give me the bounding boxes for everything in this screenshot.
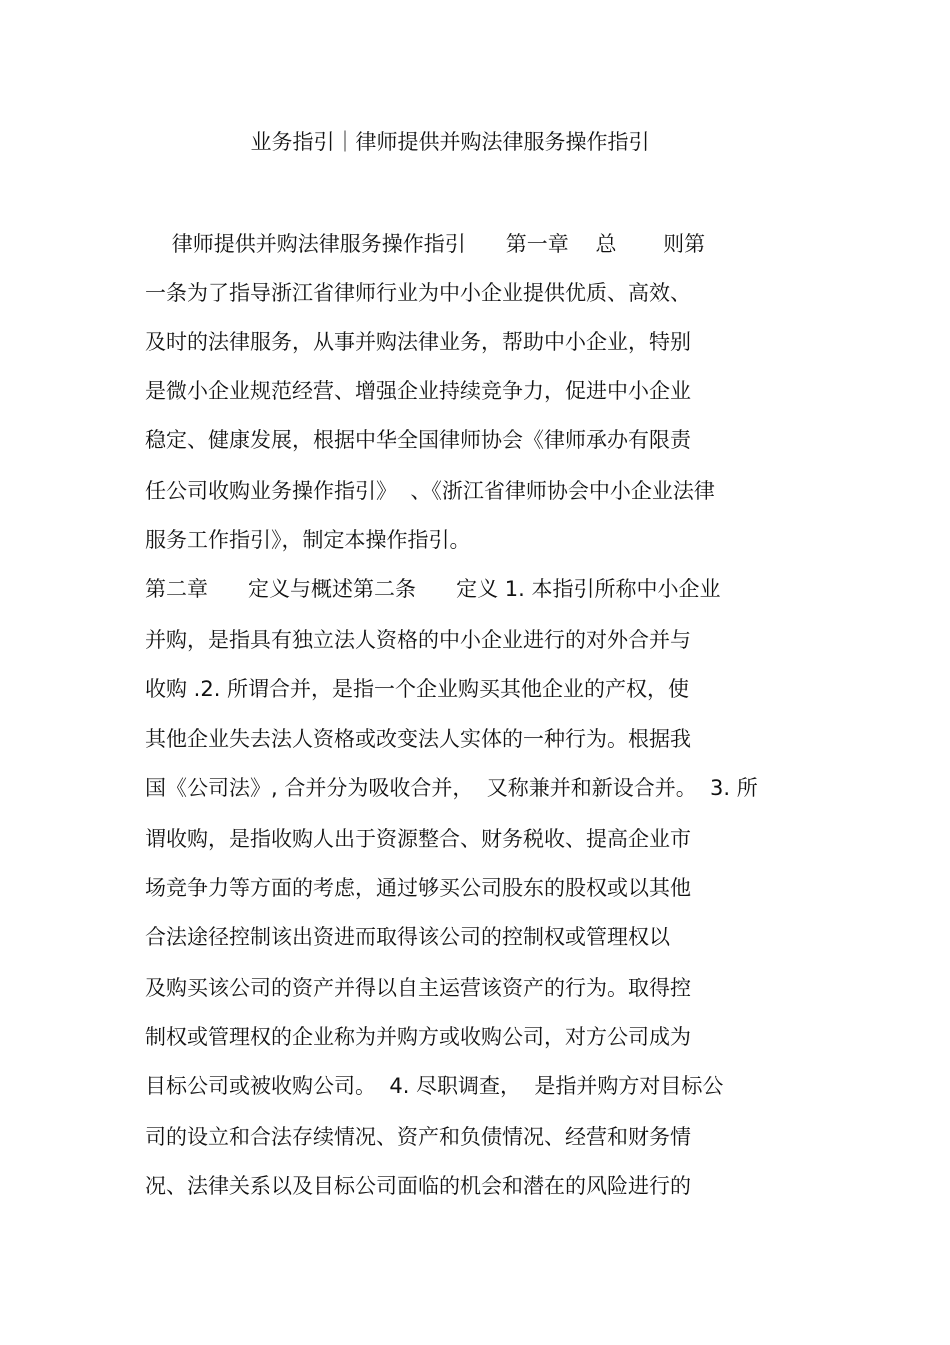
- body-text-line: 稳定、健康发展，根据中华全国律师协会《律师承办有限责: [145, 428, 691, 452]
- body-text-line: 第二章 定义与概述第二条 定义 1. 本指引所称中小企业: [145, 577, 721, 601]
- body-text-line: 谓收购，是指收购人出于资源整合、财务税收、提高企业市: [145, 827, 691, 851]
- body-text-line: 任公司收购业务操作指引》 、《浙江省律师协会中小企业法律: [145, 479, 715, 503]
- body-text-line: 其他企业失去法人资格或改变法人实体的一种行为。根据我: [145, 727, 691, 751]
- body-text-line: 及时的法律服务，从事并购法律业务，帮助中小企业，特别: [145, 330, 691, 354]
- body-text-line: 制权或管理权的企业称为并购方或收购公司，对方公司成为: [145, 1025, 691, 1049]
- body-text-line: 合法途径控制该出资进而取得该公司的控制权或管理权以: [145, 925, 670, 949]
- document-title: 业务指引｜律师提供并购法律服务操作指引: [250, 130, 650, 154]
- body-text-line: 场竞争力等方面的考虑，通过够买公司股东的股权或以其他: [145, 876, 691, 900]
- body-text-line: 收购 .2. 所谓合并，是指一个企业购买其他企业的产权，使: [145, 677, 690, 701]
- body-text-line: 况、法律关系以及目标公司面临的机会和潜在的风险进行的: [145, 1174, 691, 1198]
- body-text-line: 及购买该公司的资产并得以自主运营该资产的行为。取得控: [145, 976, 691, 1000]
- body-text-line: 服务工作指引》，制定本操作指引。: [145, 528, 471, 552]
- body-text-line: 一条为了指导浙江省律师行业为中小企业提供优质、高效、: [145, 281, 691, 305]
- body-text-line: 目标公司或被收购公司。 4. 尽职调查， 是指并购方对目标公: [145, 1074, 724, 1098]
- body-text-line: 律师提供并购法律服务操作指引 第一章 总 则第: [145, 232, 706, 256]
- body-text-line: 并购，是指具有独立法人资格的中小企业进行的对外合并与: [145, 628, 691, 652]
- body-text-line: 是微小企业规范经营、增强企业持续竞争力，促进中小企业: [145, 379, 691, 403]
- body-text-line: 司的设立和合法存续情况、资产和负债情况、经营和财务情: [145, 1125, 691, 1149]
- body-text-line: 国《公司法》, 合并分为吸收合并， 又称兼并和新设合并。 3. 所: [145, 776, 758, 800]
